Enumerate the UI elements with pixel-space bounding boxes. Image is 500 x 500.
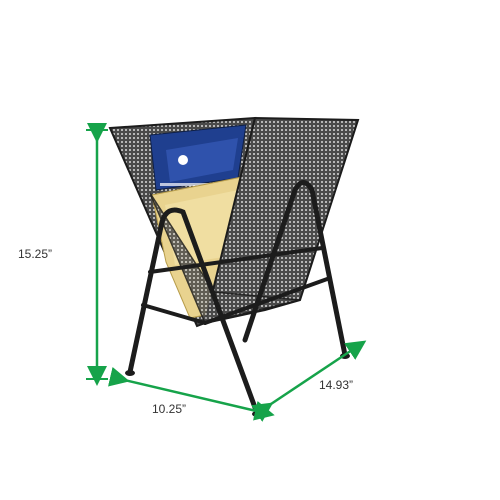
depth-label: 14.93” bbox=[319, 378, 354, 392]
width-label: 10.25” bbox=[152, 402, 187, 416]
height-label: 15.25” bbox=[18, 247, 53, 261]
magazine-logo-icon bbox=[178, 155, 188, 165]
width-dimension-arrow bbox=[120, 379, 265, 413]
height-dimension-arrow bbox=[86, 130, 108, 379]
depth-dimension-arrow bbox=[265, 346, 358, 408]
